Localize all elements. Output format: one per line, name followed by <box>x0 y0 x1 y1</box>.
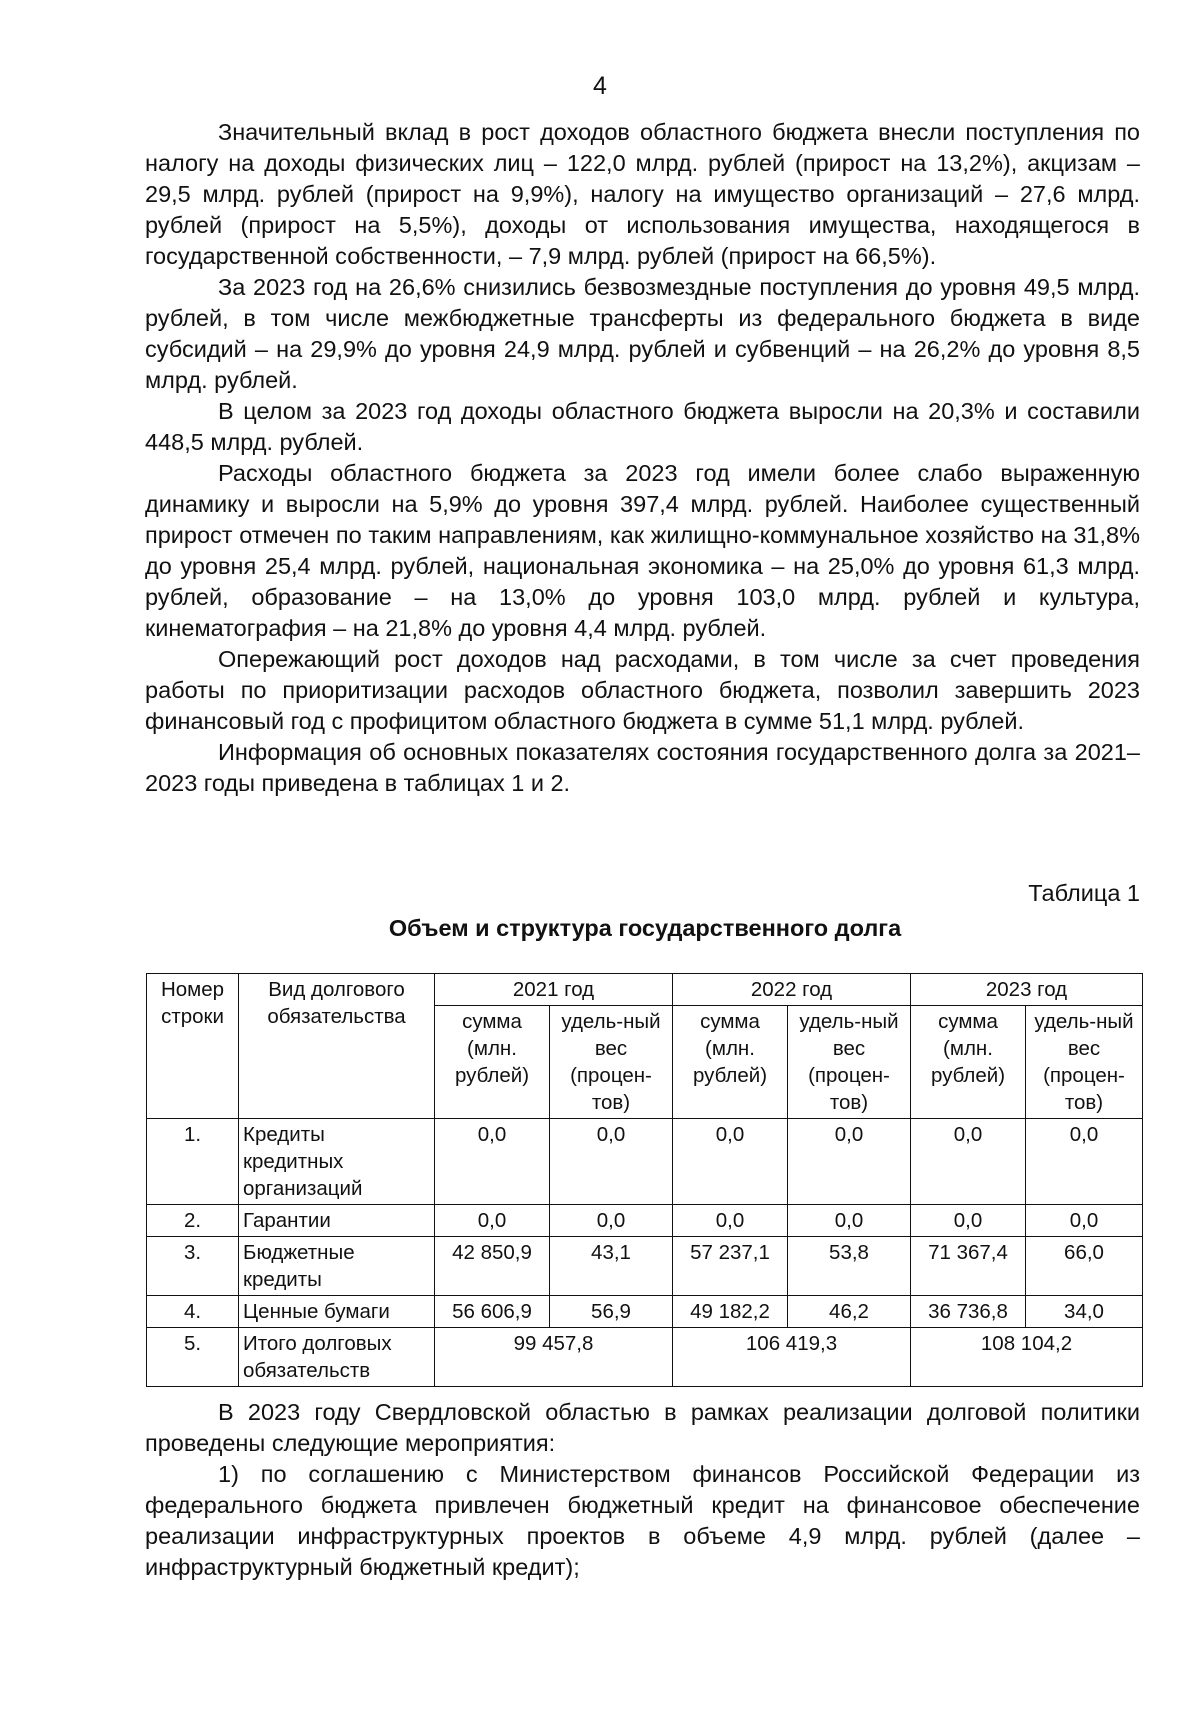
paragraph: В 2023 году Свердловской областью в рамках реализации долговой политики проведены следующие мероприятия: <box>145 1399 1140 1456</box>
row-number: 2. <box>147 1205 239 1237</box>
cell-value: 34,0 <box>1026 1296 1143 1328</box>
cell-value: 0,0 <box>435 1205 550 1237</box>
cell-value: 0,0 <box>673 1205 788 1237</box>
header-share: удель-ный вес (процен-тов) <box>550 1006 673 1119</box>
row-name: Бюджетные кредиты <box>239 1237 435 1296</box>
paragraph: Значительный вклад в рост доходов областного бюджета внесли поступления по налогу на доходы физических лиц – 122,0 млрд. рублей (прирост на 13,2%), акцизам – 29,5 млрд. рублей (прирост на 9,9%), налогу на имущество организаций – 27,6 млрд. рублей (прирост на 5,5%), доходы от использования имущества, находящегося в государственной собственности, – 7,9 млрд. рублей (прирост на 66,5%). <box>145 119 1140 269</box>
header-year-2022: 2022 год <box>673 974 911 1006</box>
cell-value: 0,0 <box>788 1119 911 1205</box>
paragraph: За 2023 год на 26,6% снизились безвозмездные поступления до уровня 49,5 млрд. рублей, в том числе межбюджетные трансферты из федерального бюджета в виде субсидий – на 29,9% до уровня 24,9 млрд. рублей и субвенций – на 26,2% до уровня 8,5 млрд. рублей. <box>145 274 1140 393</box>
header-share: удель-ный вес (процен-тов) <box>788 1006 911 1119</box>
row-name: Ценные бумаги <box>239 1296 435 1328</box>
header-sum: сумма (млн. рублей) <box>673 1006 788 1119</box>
cell-value: 0,0 <box>550 1205 673 1237</box>
body-text-bottom <box>145 1397 1140 1583</box>
cell-value: 0,0 <box>911 1205 1026 1237</box>
table-header-row <box>147 974 1143 1006</box>
row-name: Итого долговых обязательств <box>239 1328 435 1387</box>
row-number: 3. <box>147 1237 239 1296</box>
header-obligation-type: Вид долгового обязательства <box>239 974 435 1119</box>
row-number: 5. <box>147 1328 239 1387</box>
cell-value: 56,9 <box>550 1296 673 1328</box>
cell-value: 53,8 <box>788 1237 911 1296</box>
cell-value: 0,0 <box>673 1119 788 1205</box>
cell-value: 0,0 <box>1026 1119 1143 1205</box>
table-title: Объем и структура государственного долга <box>388 915 902 941</box>
body-text-top <box>145 117 1140 799</box>
header-sum: сумма (млн. рублей) <box>911 1006 1026 1119</box>
table-row <box>147 1237 1143 1296</box>
cell-value: 0,0 <box>550 1119 673 1205</box>
table-label: Таблица 1 <box>1028 880 1140 906</box>
cell-value: 0,0 <box>435 1119 550 1205</box>
table-total-row <box>147 1328 1143 1387</box>
row-name: Гарантии <box>239 1205 435 1237</box>
table-row <box>147 1119 1143 1205</box>
page-number: 4 <box>593 72 607 100</box>
cell-value: 36 736,8 <box>911 1296 1026 1328</box>
total-value-2023: 108 104,2 <box>911 1328 1143 1387</box>
debt-structure-table <box>146 973 1143 1387</box>
row-name: Кредиты кредитных организаций <box>239 1119 435 1205</box>
total-value-2021: 99 457,8 <box>435 1328 673 1387</box>
header-year-2021: 2021 год <box>435 974 673 1006</box>
cell-value: 0,0 <box>911 1119 1026 1205</box>
cell-value: 49 182,2 <box>673 1296 788 1328</box>
row-number: 1. <box>147 1119 239 1205</box>
table-row <box>147 1296 1143 1328</box>
paragraph: В целом за 2023 год доходы областного бюджета выросли на 20,3% и составили 448,5 млрд. рублей. <box>145 398 1140 455</box>
cell-value: 0,0 <box>788 1205 911 1237</box>
paragraph: Опережающий рост доходов над расходами, в том числе за счет проведения работы по приоритизации расходов областного бюджета, позволил завершить 2023 финансовый год с профицитом областного бюджета в сумме 51,1 млрд. рублей. <box>145 646 1140 734</box>
total-value-2022: 106 419,3 <box>673 1328 911 1387</box>
table-row <box>147 1205 1143 1237</box>
header-sum: сумма (млн. рублей) <box>435 1006 550 1119</box>
cell-value: 43,1 <box>550 1237 673 1296</box>
paragraph: Расходы областного бюджета за 2023 год имели более слабо выраженную динамику и выросли на 5,9% до уровня 397,4 млрд. рублей. Наиболее существенный прирост отмечен по таким направлениям, как жилищно-коммунальное хозяйство на 31,8% до уровня 25,4 млрд. рублей, национальная экономика – на 25,0% до уровня 61,3 млрд. рублей, образование – на 13,0% до уровня 103,0 млрд. рублей и культура, кинематография – на 21,8% до уровня 4,4 млрд. рублей. <box>145 460 1140 641</box>
header-year-2023: 2023 год <box>911 974 1143 1006</box>
header-row-number: Номер строки <box>147 974 239 1119</box>
row-number: 4. <box>147 1296 239 1328</box>
cell-value: 42 850,9 <box>435 1237 550 1296</box>
cell-value: 57 237,1 <box>673 1237 788 1296</box>
cell-value: 0,0 <box>1026 1205 1143 1237</box>
cell-value: 66,0 <box>1026 1237 1143 1296</box>
cell-value: 56 606,9 <box>435 1296 550 1328</box>
paragraph: 1) по соглашению с Министерством финансов Российской Федерации из федерального бюджета привлечен бюджетный кредит на финансовое обеспечение реализации инфраструктурных проектов в объеме 4,9 млрд. рублей (далее – инфраструктурный бюджетный кредит); <box>145 1461 1140 1580</box>
cell-value: 71 367,4 <box>911 1237 1026 1296</box>
paragraph: Информация об основных показателях состояния государственного долга за 2021–2023 годы приведена в таблицах 1 и 2. <box>145 739 1140 796</box>
cell-value: 46,2 <box>788 1296 911 1328</box>
header-share: удель-ный вес (процен-тов) <box>1026 1006 1143 1119</box>
